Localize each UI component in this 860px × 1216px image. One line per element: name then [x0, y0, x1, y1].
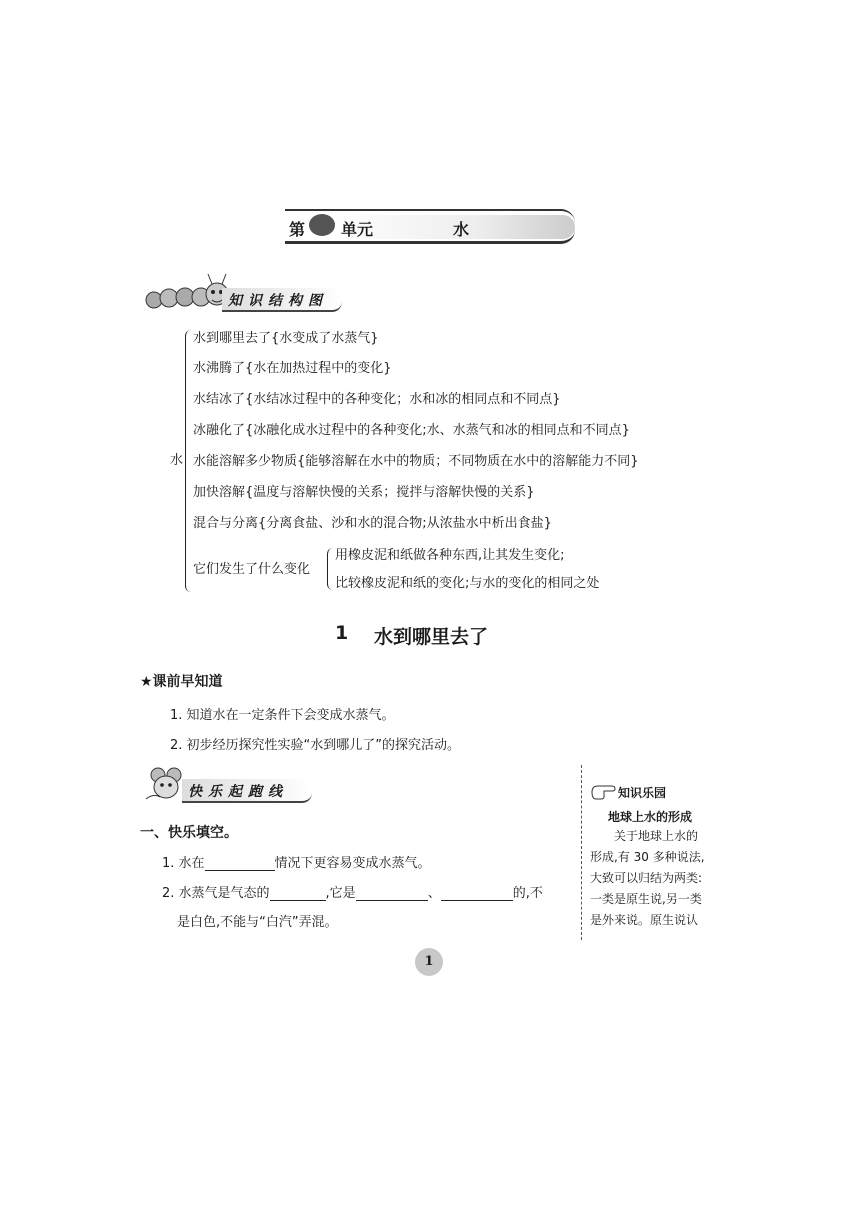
tree-item: 水到哪里去了{水变成了水蒸气}: [193, 331, 379, 346]
tree-subitem: 比较橡皮泥和纸的变化;与水的变化的相同之处: [335, 576, 600, 591]
tree-item: 水结冰了{水结冰过程中的各种变化；水和冰的相同点和不同点}: [193, 392, 561, 407]
tree-item: 水沸腾了{水在加热过程中的变化}: [193, 361, 392, 376]
pointing-hand-icon: [590, 783, 616, 801]
sidebar-title: 地球上水的形成: [608, 810, 693, 824]
tree-item: 水能溶解多少物质{能够溶解在水中的物质；不同物质在水中的溶解能力不同}: [193, 454, 639, 469]
unit-suffix: 单元: [341, 220, 374, 239]
question-2: 2. 水蒸气是气态的 ,它是 、 的,不: [162, 886, 543, 901]
answer-blank[interactable]: [270, 886, 326, 901]
answer-blank[interactable]: [356, 886, 428, 901]
caterpillar-icon: [142, 270, 232, 315]
question-1: 1. 水在 情况下更容易变成水蒸气。: [162, 856, 431, 871]
preview-item: 1. 知道水在一定条件下会变成水蒸气。: [170, 708, 395, 723]
tree-item: 混合与分离{分离食盐、沙和水的混合物;从浓盐水中析出食盐}: [193, 516, 552, 531]
tree-root: 水: [170, 453, 184, 468]
preview-item: 2. 初步经历探究性实验“水到哪儿了”的探究活动。: [170, 738, 461, 753]
answer-blank[interactable]: [205, 856, 275, 871]
unit-prefix: 第: [289, 220, 306, 239]
unit-header: [285, 205, 575, 245]
tree-item: 加快溶解{温度与溶解快慢的关系；搅拌与溶解快慢的关系}: [193, 485, 535, 500]
knowledge-map-banner: [142, 270, 342, 315]
sidebar-label: 知识乐园: [618, 786, 667, 800]
unit-number-badge: [309, 214, 335, 236]
lesson-number: 1: [335, 622, 349, 644]
preview-heading: ★课前早知道: [140, 674, 223, 690]
lesson-title: 水到哪里去了: [374, 626, 489, 648]
page-number: 1: [415, 948, 443, 976]
practice-section-title: 一、快乐填空。: [140, 825, 238, 841]
practice-banner-label: 快乐起跑线: [188, 784, 288, 800]
sidebar-divider: [581, 765, 582, 940]
tree-item-last: 它们发生了什么变化: [193, 562, 311, 577]
practice-banner: [142, 765, 312, 805]
answer-blank[interactable]: [441, 886, 513, 901]
unit-title: 水: [453, 220, 470, 239]
question-2-cont: 是白色,不能与“白汽”弄混。: [177, 915, 338, 930]
tree-subitem: 用橡皮泥和纸做各种东西,让其发生变化;: [335, 548, 565, 563]
knowledge-map-banner-label: 知识结构图: [228, 293, 328, 309]
sub-brace: [327, 548, 334, 590]
sidebar-body: 关于地球上水的 形成,有 30 多种说法, 大致可以归结为两类: 一类是原生说,另一类 是外来说。原生说认: [590, 829, 705, 927]
tree-item: 冰融化了{冰融化成水过程中的各种变化;水、水蒸气和冰的相同点和不同点}: [193, 423, 630, 438]
